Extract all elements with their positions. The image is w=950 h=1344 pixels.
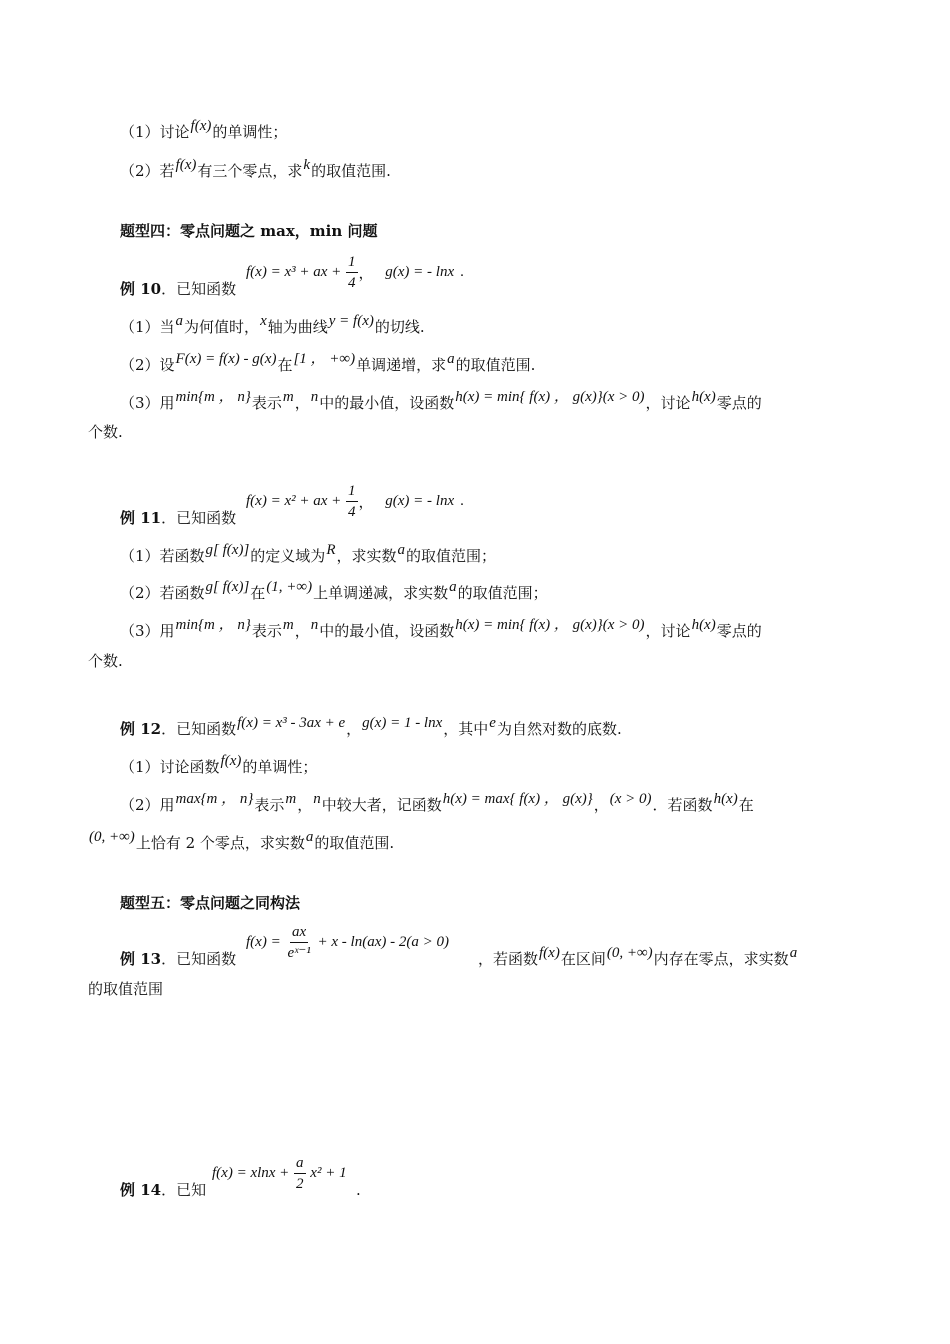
- example-10-q3: [120, 389, 762, 414]
- text: 表示: [251, 622, 282, 640]
- math: h(x) = max{ f(x) ， g(x)}: [442, 791, 593, 807]
- math: y = f(x): [328, 313, 374, 329]
- math: g[ f(x)]: [205, 579, 250, 595]
- math: min{m ， n}: [175, 617, 251, 633]
- math: n: [310, 389, 319, 405]
- example-13-rest: [478, 945, 798, 970]
- math: h(x): [713, 791, 738, 807]
- text: 的取值范围；: [406, 547, 497, 565]
- example-10-q2: [120, 351, 536, 376]
- section-title-4: 题型四：零点问题之 max，min 问题: [120, 222, 378, 240]
- math: h(x): [691, 617, 716, 633]
- text: （3）用: [120, 394, 175, 412]
- text: 的单调性；: [212, 123, 288, 141]
- math: m: [285, 791, 297, 807]
- example-12-q2-cont: [88, 829, 395, 854]
- math: f(x): [175, 157, 197, 173]
- math: m: [282, 389, 294, 405]
- text: ，: [358, 266, 374, 282]
- text: .: [460, 264, 464, 280]
- math: a: [305, 829, 314, 845]
- numerator: 1: [346, 252, 358, 273]
- text: 表示: [251, 394, 282, 412]
- example-label: 例 11: [120, 509, 162, 527]
- math: e: [489, 715, 496, 731]
- text: ．已知函数: [161, 720, 237, 738]
- text: ，: [358, 495, 374, 511]
- text: ，: [294, 622, 310, 640]
- example-11-q2: [120, 579, 548, 604]
- text: （2）用: [120, 796, 175, 814]
- text: 为何值时，: [184, 318, 260, 336]
- math: (x > 0): [609, 791, 652, 807]
- math: a: [789, 945, 798, 961]
- math: n: [310, 617, 319, 633]
- top-q1: [120, 118, 288, 143]
- math: max{m ， n}: [175, 791, 254, 807]
- text: ，: [593, 796, 609, 814]
- denominator: 4: [348, 504, 356, 520]
- text: （1）讨论: [120, 123, 190, 141]
- example-label: 例 14: [120, 1181, 162, 1199]
- text: 上恰有 2 个零点，求实数: [135, 834, 305, 852]
- text: 中的最小值，设函数: [319, 622, 455, 640]
- text: ，求实数: [336, 547, 397, 565]
- math: min{m ， n}: [175, 389, 251, 405]
- math: g(x) = 1 - lnx: [362, 715, 443, 731]
- example-label: 例 12: [120, 720, 162, 738]
- math: f(x): [190, 118, 212, 134]
- text: 表示: [254, 796, 285, 814]
- text: ，: [294, 394, 310, 412]
- text: （1）若函数: [120, 547, 205, 565]
- math: a: [397, 542, 405, 558]
- math: x² + 1: [310, 1165, 347, 1181]
- text: 单调递增，求: [356, 356, 447, 374]
- text: ，: [346, 720, 362, 738]
- example-13-lead: [120, 949, 236, 969]
- math: f(x) = x² + ax +: [246, 493, 342, 509]
- math: (0, +∞): [89, 829, 135, 845]
- text: 轴为曲线: [267, 318, 328, 336]
- section-title-5: 题型五：零点问题之同构法: [120, 894, 301, 912]
- text: 的定义域为: [250, 547, 326, 565]
- text: ，讨论: [645, 394, 691, 412]
- math: g(x) = - lnx: [385, 493, 455, 509]
- example-10-formula: [246, 252, 464, 293]
- example-14-lead: [120, 1180, 206, 1200]
- text: （2）设: [120, 356, 175, 374]
- numerator: 1: [346, 481, 358, 502]
- fraction: [346, 252, 358, 293]
- fraction: [346, 481, 358, 522]
- text: 为自然对数的底数.: [496, 720, 622, 738]
- example-11-q3-cont: 个数.: [88, 652, 123, 670]
- example-13-cont: 的取值范围: [88, 980, 164, 998]
- math: f(x): [220, 753, 242, 769]
- text: .: [460, 493, 464, 509]
- text: 在: [738, 796, 754, 814]
- example-12-q2: [120, 791, 754, 816]
- example-14-end: .: [356, 1181, 361, 1199]
- math: f(x) =: [246, 934, 281, 950]
- text: ，若函数: [478, 950, 539, 968]
- text: （1）讨论函数: [120, 758, 220, 776]
- example-10-q3-cont: 个数.: [88, 423, 123, 441]
- math: h(x) = min{ f(x) ， g(x)}(x > 0): [455, 617, 645, 633]
- example-12-q1: [120, 753, 318, 778]
- text: 中较大者，记函数: [321, 796, 442, 814]
- text: ．若函数: [652, 796, 713, 814]
- math: f(x) = x³ + ax +: [246, 264, 342, 280]
- text: ．已知函数: [161, 950, 237, 968]
- math: a: [175, 313, 184, 329]
- math: f(x): [539, 945, 560, 961]
- math: f(x) = x³ - 3ax + e: [237, 715, 346, 731]
- text: （3）用: [120, 622, 175, 640]
- math: n: [313, 791, 321, 807]
- top-q2: [120, 157, 391, 182]
- text: ．已知函数: [161, 280, 237, 298]
- numerator: ax: [290, 922, 308, 943]
- math: [1 ， +∞): [293, 351, 356, 367]
- text: 的取值范围.: [455, 356, 536, 374]
- example-label: 例 13: [120, 950, 162, 968]
- denominator: 2: [296, 1176, 304, 1192]
- example-11-lead: [120, 508, 236, 528]
- text: 上单调递减，求实数: [313, 584, 449, 602]
- text: 零点的: [716, 622, 762, 640]
- text: ．已知函数: [161, 509, 237, 527]
- numerator: a: [294, 1153, 306, 1174]
- text: 有三个零点，求: [197, 162, 303, 180]
- example-11-formula: [246, 481, 464, 522]
- math: F(x) = f(x) - g(x): [175, 351, 277, 367]
- fraction: [294, 1153, 306, 1194]
- denominator: eˣ⁻¹: [287, 945, 311, 961]
- example-12-lead: [120, 715, 622, 740]
- text: （1）当: [120, 318, 175, 336]
- text: 的取值范围.: [314, 834, 395, 852]
- math: (1, +∞): [266, 579, 313, 595]
- text: 在: [250, 584, 266, 602]
- text: 内存在零点，求实数: [653, 950, 789, 968]
- math: f(x) = xlnx +: [212, 1165, 290, 1181]
- example-14-formula: [212, 1153, 347, 1194]
- text: （2）若函数: [120, 584, 205, 602]
- text: 的取值范围；: [457, 584, 548, 602]
- text: 在: [277, 356, 293, 374]
- math: a: [449, 579, 457, 595]
- text: 的单调性；: [242, 758, 318, 776]
- text: 在区间: [560, 950, 606, 968]
- text: 的取值范围.: [311, 162, 391, 180]
- math: (0, +∞): [606, 945, 653, 961]
- text: （2）若: [120, 162, 175, 180]
- math: g(x) = - lnx: [385, 264, 455, 280]
- math: R: [326, 542, 336, 558]
- math: m: [282, 617, 294, 633]
- math: x: [260, 313, 267, 329]
- example-13-formula: [246, 922, 449, 963]
- text: 中的最小值，设函数: [319, 394, 455, 412]
- example-10-lead: [120, 279, 236, 299]
- fraction: [285, 922, 312, 963]
- text: 的切线.: [374, 318, 425, 336]
- math: h(x): [691, 389, 716, 405]
- example-11-q1: [120, 542, 497, 567]
- math: h(x) = min{ f(x) ， g(x)}(x > 0): [455, 389, 645, 405]
- math: g[ f(x)]: [205, 542, 250, 558]
- example-11-q3: [120, 617, 762, 642]
- math: + x - ln(ax) - 2(a > 0): [317, 934, 449, 950]
- example-label: 例 10: [120, 280, 162, 298]
- text: ，其中: [443, 720, 489, 738]
- example-10-q1: [120, 313, 425, 338]
- denominator: 4: [348, 275, 356, 291]
- math: a: [447, 351, 455, 367]
- text: ，: [297, 796, 313, 814]
- text: 零点的: [716, 394, 762, 412]
- math: k: [303, 157, 311, 173]
- text: ．已知: [161, 1181, 207, 1199]
- text: ，讨论: [645, 622, 691, 640]
